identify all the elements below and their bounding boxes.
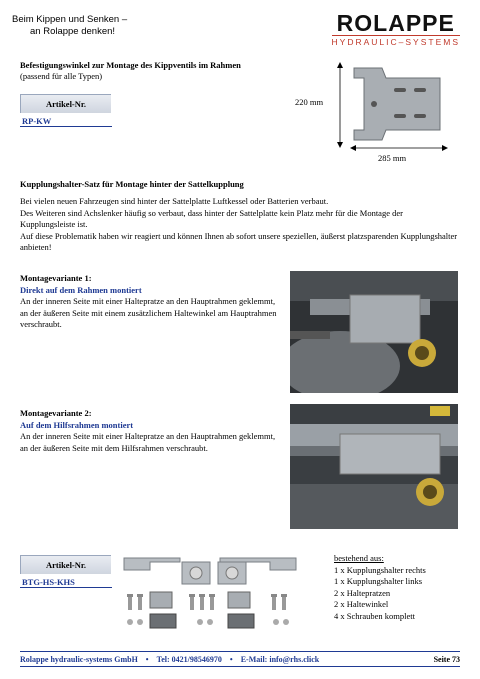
variant1-block: [20, 273, 280, 331]
kit-artikel-number: BTG-HS-KHS: [20, 577, 112, 588]
variant1-text: An der inneren Seite mit einer Haltepratze an den Hauptrahmen geklemmt, an der äußeren Seite mit einem zusätzlichem Haltewinkel am Hauptrahmen verschraubt.: [20, 296, 277, 329]
dimension-height: 220 mm: [295, 97, 324, 107]
kit-part-item: 1 x Kupplungshalter rechts: [334, 564, 426, 575]
kit-parts-list: [334, 565, 426, 623]
variant1-photo-image: [290, 271, 458, 393]
kit-parts-image: [120, 552, 310, 638]
variant2-text: An der inneren Seite mit einer Haltepratze an den Hauptrahmen geklemmt, an der äußeren Seite mit dem Hilfsrahmen verschraubt.: [20, 431, 276, 453]
section1-subtitle: (passend für alle Typen): [20, 71, 103, 81]
variant2-photo-image: [290, 404, 458, 529]
tagline: [12, 14, 127, 38]
kit-contents: [334, 553, 426, 622]
section2-para-2: Des Weiteren sind Achslenker häufig so verbaut, dass hinter der Sattelplatte kein Platz mehr für die Montage der Kupplungsleiste ist.: [20, 207, 403, 229]
kit-part-item: 2 x Haltewinkel: [334, 599, 389, 609]
brand-logo: [332, 10, 460, 47]
footer: [20, 651, 460, 667]
section1-title: Befestigungswinkel zur Montage des Kippventils im Rahmen: [20, 60, 241, 70]
footer-company: Rolappe hydraulic-systems GmbH: [20, 654, 138, 664]
bracket-drawing: [334, 60, 454, 155]
kit-part-item: 2 x Haltepratzen: [334, 587, 391, 598]
variant2-block: [20, 408, 280, 454]
footer-email: E-Mail: info@rhs.click: [240, 654, 320, 664]
footer-bullet: •: [229, 654, 233, 664]
section1-artikel-number: RP-KW: [20, 116, 112, 127]
kit-consists-of: bestehend aus:: [334, 553, 384, 563]
variant2-subtitle: Auf dem Hilfsrahmen montiert: [20, 419, 134, 430]
dimension-width: 285 mm: [378, 153, 407, 163]
section2-para-3: Auf diese Problematik haben wir reagiert und können Ihnen ab sofort unsere speziellen, äußerst platzsparenden Kupplungshalter anbieten!: [20, 230, 458, 252]
tagline-line-1: Beim Kippen und Senken –: [12, 14, 128, 25]
variant2-title: Montagevariante 2:: [20, 408, 92, 418]
section2-body: [20, 196, 460, 254]
kit-part-item: 4 x Schrauben komplett: [334, 610, 415, 621]
section2-para-1: Bei vielen neuen Fahrzeugen sind hinter der Sattelplatte Luftkessel oder Batterien verbaut.: [20, 196, 329, 206]
footer-page-number: Seite 73: [433, 654, 460, 664]
brand-name: ROLAPPE: [336, 10, 455, 36]
variant1-title: Montagevariante 1:: [20, 273, 92, 283]
variant2-photo: [290, 404, 458, 529]
section1-artikel-label: Artikel-Nr.: [20, 94, 111, 113]
brand-subtitle: HYDRAULIC–SYSTEMS: [331, 37, 460, 47]
section2-title: Kupplungshalter-Satz für Montage hinter der Sattelkupplung: [20, 179, 244, 189]
kit-part-item: 1 x Kupplungshalter links: [334, 576, 423, 586]
variant1-photo: [290, 271, 458, 393]
footer-phone: Tel: 0421/98546970: [156, 654, 222, 664]
kit-artikel-label: Artikel-Nr.: [20, 555, 111, 574]
footer-bullet: •: [145, 654, 149, 664]
tagline-line-2: an Rolappe denken!: [30, 26, 116, 37]
variant1-subtitle: Direkt auf dem Rahmen montiert: [20, 284, 142, 295]
